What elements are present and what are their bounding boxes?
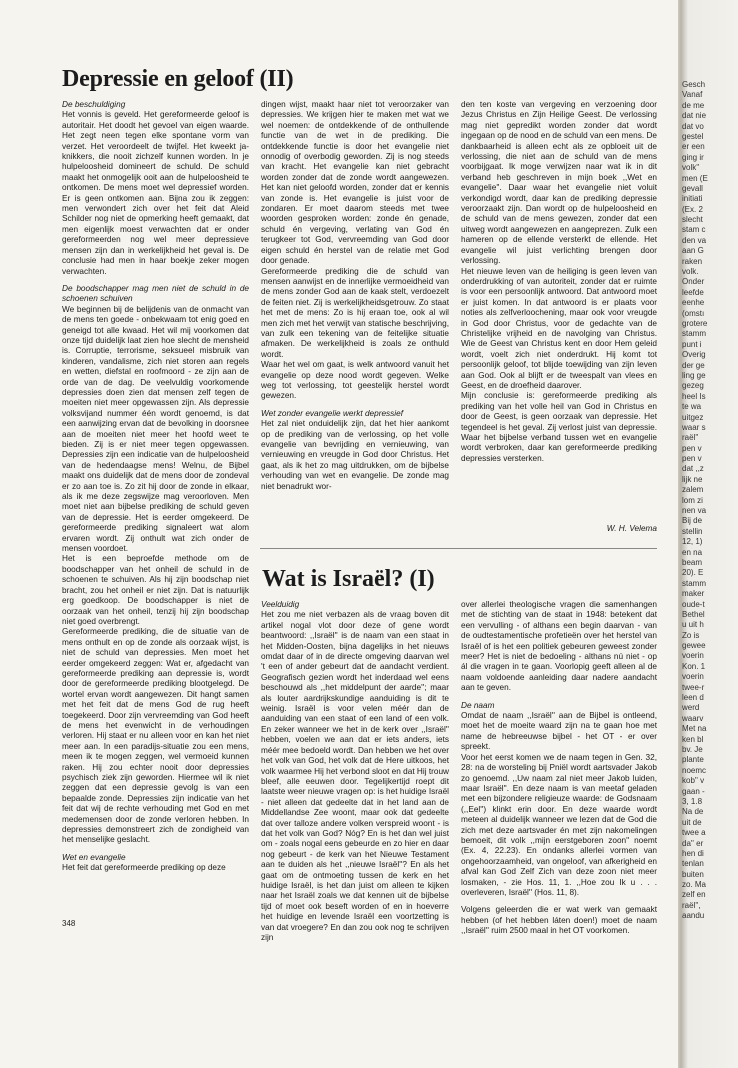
facing-page-line: stamm — [682, 329, 706, 339]
facing-page-line: dat vo — [682, 121, 704, 131]
facing-page-line: Met na — [682, 724, 707, 734]
facing-page-line: Onder — [682, 277, 705, 287]
article-title-israel: Wat is Israël? (I) — [262, 566, 435, 592]
facing-page-line: kob'' v — [682, 776, 705, 786]
facing-page-line: dat nie — [682, 111, 707, 121]
facing-page-line: twee a — [682, 828, 706, 838]
facing-page-line: leefde — [682, 287, 704, 297]
facing-page-line: gevall — [682, 183, 703, 193]
facing-page-line: aan G — [682, 246, 704, 256]
paragraph: Het zal niet onduidelijk zijn, dat het hier aankomt op de prediking van de verlossing, op het volle evangelie van bevrijding en vernieuwing, van vernieuwing en vreugde in God door Christus. Het gaat, als ik het zo mag uitdrukken, om de bijbelse verhouding van wet en evangelie. De zonde mag niet benadrukt wor- — [261, 419, 449, 491]
facing-page-line: stam c — [682, 225, 706, 235]
paragraph: Volgens geleerden die er wat werk van gemaakt hebben (of het hebben láten doen!) moet de naam ,,Israël'' ruim 2500 maal in het OT voorkomen. — [461, 905, 657, 936]
facing-page-line: Gesch — [682, 80, 706, 89]
facing-page-line: Bij de — [682, 516, 703, 526]
author-signature: W. H. Velema — [606, 524, 657, 533]
facing-page-line: 20). E — [682, 568, 704, 578]
facing-page-line: grotere — [682, 318, 708, 328]
facing-page-line: gestel — [682, 131, 704, 141]
facing-page-line: zo. Ma — [682, 880, 707, 890]
paragraph: Het vonnis is geveld. Het gereformeerde geloof is autoritair. Het doodt het gevoel van eigen waarde. Het zegt neen tegen elke spontane vorm van verzet. Het veroordeelt de twijfel. Het kweekt ja-knikkers, die nooit zichzelf kunnen worden. In je hulpeloosheid domineert de schuld. De schuld maakt het onmogelijk ooit aan de hulpeloosheid te ontkomen. De mens moet wel depressief worden. Er is geen ontkomen aan. Bijna zou ik zeggen: men verwondert zich over het feit dat Aleid Schilder nog niet de opmerking heeft gemaakt, dat men eigenlijk moest verwachten dat er onder gereformeerden nog wel meer depressieve mensen zijn dan in werkelijkheid het geval is. De conclusie had men in haar boekje zeker mogen verwachten. — [62, 110, 249, 276]
facing-page-line: heel Is — [682, 391, 706, 401]
facing-page-line: voerin — [682, 672, 704, 682]
facing-page-line: raken — [682, 256, 703, 266]
facing-page-line: bv. Je — [682, 745, 703, 754]
facing-page-line: buiten — [682, 869, 704, 879]
facing-page-line: punt i — [682, 339, 702, 349]
facing-page-line: leen d — [682, 693, 704, 703]
facing-page-line: Vanaf — [682, 90, 703, 100]
facing-page-line: der ge — [682, 360, 705, 370]
page-number: 348 — [62, 919, 76, 928]
facing-page-line: en na — [682, 547, 703, 557]
facing-page-line: lijk ne — [682, 474, 703, 484]
facing-page-line: eenhe — [682, 298, 705, 308]
subheading: De beschuldiging — [62, 100, 126, 109]
facing-page-line: dat ,,z — [682, 464, 704, 474]
facing-page-line: 3, 1.8 — [682, 796, 703, 806]
paragraph-gap — [461, 694, 657, 701]
facing-page-line: zelf en — [682, 890, 706, 900]
facing-page-line: volk. — [682, 267, 699, 277]
article-divider — [260, 548, 657, 549]
facing-page-line: oude-t — [682, 599, 705, 609]
facing-page-line: voerin — [682, 651, 704, 661]
facing-page-line: nen va — [682, 506, 707, 516]
facing-page-line: pen v — [682, 454, 702, 464]
facing-page-line: hen di — [682, 848, 704, 858]
paragraph: Het feit dat gereformeerde prediking op deze — [62, 863, 226, 873]
subheading: Wet zonder evangelie werkt depressief — [261, 408, 404, 418]
facing-page-line: ken bl — [682, 734, 704, 744]
facing-page-line: raël'' — [682, 433, 699, 443]
facing-page-line: werd — [682, 703, 700, 713]
paragraph: Het is een beproefde methode om de boodschapper van het onheil de schuld in de schoenen te schuiven. Als hij zijn boodschap niet bracht, zou het onheil er niet zijn. Dat is natuurlijk erg goedkoop. De boodschapper is niet de oorzaak van het onheil, tenzij hij zijn boodschap niet goed overbrengt. — [62, 554, 249, 626]
facing-page-line: maker — [682, 589, 705, 599]
facing-page-line: plante — [682, 755, 704, 765]
article1-column-3 — [461, 100, 657, 520]
facing-page-line: lom zi — [682, 495, 703, 505]
facing-page-line: volk'' — [682, 163, 700, 173]
facing-page-line: da'' er — [682, 838, 704, 848]
paragraph: Het nieuwe leven van de heiliging is geen leven van onderdrukking of van autoriteit, zonder dat er ruimte is voor een persoonlijk antwoord. Dat antwoord moet er juist komen. In dat antwoord is er plaats voor noties als zelfverloochening, maar ook voor vreugde in God door Christus, voor de gedachte van de Christelijke vrijheid en de navolging van Christus. Wie de Geest van Christus kent en door Hem geleid wordt, voelt zich niet onderdrukt. Hij komt tot persoonlijk geloof, tot blijde toewijding van zijn leven aan God. Ook al blijft er de tweespalt van vlees en Geest, en de droefheid daarover. — [461, 266, 657, 390]
subheading: Veelduidig — [261, 600, 300, 609]
facing-page-line: Kon. 1 — [682, 661, 706, 671]
facing-page-line: tenlan — [682, 859, 704, 869]
paragraph: den ten koste van vergeving en verzoening door Jezus Christus en Zijn Heilige Geest. De verlossing mag niet gepredikt worden zonder dat wordt ingegaan op de nood en de schuld van een mens. De dankbaarheid is alleen echt als ze opbloeit uit de verlossing, die niet aan de schuld van de mens voorbijgaat. Ik moge verwijzen naar wat ik in dit verband heb geschreven in mijn boek ,,Wet en evangelie''. Daar waar het evangelie niet voluit verkondigd wordt, daar kan de prediking depressie veroorzaakt zijn. Dan wordt op de hulpeloosheid en de schuld van de mens gewezen, zonder dat een uitweg wordt aangewezen en aangeprezen. Zulk een hameren op de ellende versterkt de ellende. Het evangelie wil juist verlichting brengen door verlossing. — [461, 100, 657, 266]
facing-page-line: stellin — [682, 526, 703, 536]
facing-page-line: te wa — [682, 402, 702, 412]
paragraph-gap — [62, 277, 249, 284]
paragraph-gap — [461, 898, 657, 905]
facing-page-line: slecht — [682, 215, 703, 225]
facing-page-fragment — [682, 80, 738, 922]
paragraph: Waar het wel om gaat, is welk antwoord vanuit het evangelie op deze nood wordt gegeven. Welke weg tot verlossing, tot geestelijk herstel wordt gewezen. — [261, 360, 449, 401]
facing-page-line: Na de — [682, 807, 704, 817]
subheading: De boodschapper mag men niet de schuld in de schoenen schuiven — [62, 283, 249, 304]
facing-page-line: Zo is — [682, 630, 700, 640]
facing-page-line: waar s — [682, 422, 706, 432]
facing-page-line: er een — [682, 142, 705, 152]
facing-page-line: Bethel — [682, 609, 705, 619]
paragraph: over allerlei theologische vragen die samenhangen met de stichting van de staat in 1948: betekent dat een vervulling - of althans een begin daarvan - van de oudtestamentische profetieën over het herstel van Israël of is het een politiek gebeuren geweest zonder meer? Het is niet de bedoeling - althans nú niet - op ál die vragen in te gaan. Voorlopig geeft alleen al de naam voldoende aanleiding daar nadere aandacht aan te geven. — [461, 600, 657, 693]
facing-page-line: noemc — [682, 765, 707, 775]
facing-page-line: ling ge — [682, 370, 706, 380]
article1-column-2 — [261, 100, 449, 520]
paragraph: Voor het eerst komen we de naam tegen in Gen. 32, 28: na de worsteling bij Pniël wordt aartsvader Jakob zo genoemd. ,,Uw naam zal niet meer Jakob luiden, maar Israël''. En deze naam is van meetaf geladen met een bijzondere religieuze waarde: de Godsnaam (,,Eel'') klinkt erin door. En deze waarde wordt meteen al duidelijk wanneer we lezen dat de God die zich met deze aartsvader én met zijn nakomelingen bemoeit, dit volk ,,mijn eerstgeboren zoon'' noemt (Ex. 4, 22.23). En ondanks allerlei vormen van ongehoorzaamheid, van ongeloof, van afkerigheid en afval kan God Zelf Zich van deze zoon niet meer losmaken, - zie Hos. 11, 1. ,,Hoe zou Ik u . . . overleveren, Israël'' (Hos. 11, 8). — [461, 752, 657, 897]
paragraph: Gereformeerde prediking, die de situatie van de mens onthult en op de zonde als oorzaak wijst, is niet de schuld van depressies. Men moet het eerder omgekeerd zeggen: Wat er, afgedacht van gereformeerde prediking aan depressie is, wordt door de gereformeerde prediking blootgelegd. De wortel ervan wordt aangewezen. Dit hangt samen met het feit dat de mens God de rug heeft toegekeerd. Door zijn vervreemding van God heeft de mens het evenwicht in de verhoudingen verloren. Hij staat er nu alleen voor en kan het niet meer aan. In een paradijs-situatie zou een mens, meen ik te mogen zeggen, wel vermoeid kunnen raken. Hij zou echter nooit door depressies psychisch ziek zijn geworden. Hiermee wil ik niet zeggen dat een depressie gevolg is van een bepaalde zonde. Depressies zijn indicatie van het feit dat wij de rechte verhouding met God en met medemensen door de zonde verloren hebben. In depressies demonstreert zich de zondigheid van het menselijke geslacht. — [62, 627, 249, 845]
article1-column-1 — [62, 100, 249, 915]
facing-page-line: Overig — [682, 350, 706, 360]
facing-page-line: gezeg — [682, 381, 704, 391]
facing-page-line: uitgez — [682, 412, 704, 422]
paragraph: We beginnen bij de belijdenis van de onmacht van de mens ten goede - onbekwaam tot enig goed en geneigd tot alle kwaad. Het wil mij voorkomen dat onze tijd duidelijk laat zien hoe slecht de mensheid is. Corruptie, terrorisme, seksueel misbruik van kinderen, vandalisme, zich niet storen aan regels en wetten, diefstal en roofmoord - ze zijn aan de orde van de dag. De veelvuldig voorkomende depressies doen zien dat mensen zelf tegen de moeiten niet meer opgewassen zijn. Als depressie volksvijand nummer één wordt genoemd, is dat een aanwijzing ervan dat de bevolking in doorsnee aan de moeiten niet meer het hoofd weet te bieden. Zij is er niet meer tegen opgewassen. Depressies zijn een indicatie van de hulpeloosheid van de hedendaagse mens! Welnu, de Bijbel maakt ons duidelijk dat de mens door de zondeval er zo aan toe is. Zo zit hij door de zonde in elkaar, als ik me deze zegswijze mag veroorloven. Men moet niet aan bijbelse prediking de schuld geven van de depressie. Het is eerder omgekeerd. De gereformeerde prediking signaleert wat alom ervaren wordt. Zij onthult wat zich onder de mensen voordoet. — [62, 304, 249, 554]
facing-page-line: zalem — [682, 485, 704, 495]
article2-column-1 — [261, 600, 450, 942]
facing-page-line: 12, 1) — [682, 537, 703, 547]
facing-page-line: ging ir — [682, 152, 704, 162]
facing-page-line: twee-r — [682, 682, 705, 692]
facing-page-line: gaan - — [682, 786, 705, 796]
article2-column-2 — [461, 600, 657, 936]
paragraph: Mijn conclusie is: gereformeerde prediking als prediking van het volle heil van God in Christus en door de Geest, is geen oorzaak van depressie. Het tegendeel is het geval. Zij verlost juist van depressie. Waar het bijbelse verband tussen wet en evangelie wordt verbroken, daar kan gereformeerde prediking depressies versterken. — [461, 391, 657, 463]
article-title-depressie: Depressie en geloof (II) — [62, 66, 294, 92]
facing-page-line: u uit h — [682, 620, 704, 630]
paragraph: Omdat de naam ,,Israël'' aan de Bijbel is ontleend, moet het de moeite waard zijn na te gaan hoe met name de hebreeuwse bijbel - het OT - er over spreekt. — [461, 711, 657, 752]
facing-page-line: (Ex. 2 — [682, 204, 703, 214]
facing-page-line: uit de — [682, 817, 702, 827]
facing-page-line: waarv — [682, 713, 704, 723]
facing-page-line: den va — [682, 235, 707, 245]
facing-page-line: aandu — [682, 911, 705, 921]
facing-page-line: de me — [682, 100, 705, 110]
subheading: Wet en evangelie — [62, 852, 126, 862]
facing-page-line: men (E — [682, 173, 708, 183]
facing-page-line: pen v — [682, 443, 702, 453]
facing-page-line: stamm — [682, 578, 706, 588]
facing-page-line: gewee — [682, 641, 706, 651]
facing-page-line: beam — [682, 557, 703, 567]
paragraph: Gereformeerde prediking die de schuld van mensen aanwijst en de innerlijke vermoeidheid van de mens zonder God aan de kaak stelt, verdoezelt de feiten niet. Zij is werkelijkheidsgetrouw. Zo staat het met de mens: Zo is hij eraan toe, ook al wil men zich met het verwijt van statische beschrijving, van zulk een tekening van de feitelijke situatie afmaken. De werkelijkheid is zoals ze onthuld wordt. — [261, 266, 449, 359]
paragraph-gap — [62, 846, 249, 853]
paragraph: Het zou me niet verbazen als de vraag boven dit artikel nogal vlot door deze of gene wordt beantwoord: ,,Israël'' is de naam van een staat in het Midden-Oosten, bijna dagelijks in het nieuws omdat daar of in de directe omgeving daarvan wel 't een of ander gebeurt dat de aandacht verdient. Geografisch gezien wordt het inderdaad wel eens beschouwd als ,,het middelpunt der aarde''; maar als louter aardrijkskundige aanduiding is dit te weinig. Israël is voor velen méér dan de aanduiding van een staat of een land of een volk. En zeker wanneer we het in de kerk over ,,Israël'' hebben, voelen we aan dat er iets anders, iets méér mee bedoeld wordt. Dan hebben we het over het volk van God, het volk dat de Here uitkoos, het volk waarmee Hij het verbond sloot en dat Hij trouw bleef, alle eeuwen door. Tegelijkertijd roept dit laatste weer nieuwe vragen op: is het huidige Israël - niet alleen dat gedeelte dat in het land aan de Middellandse Zee woont, maar ook dat gedeelte dat over talloze andere volken verspreid woont - is dat het volk van God? Nóg? En is het dan wel juist om - zoals nogal eens gebeurde en zo hier en daar nog gebeurt - de kerk van het Nieuwe Testament aan te duiden als het ,,nieuwe Israël''? En als het gaat om de ontmoeting tussen de kerk en het huidige Israël, is het dan juist om alleen te kijken naar het Israël zoals we dat kennen uit de bijbelse tijd of moet ook beseft worden of en in hoeverre het huidige en levende Israël een voortzetting is van dat vroegere? En dan zou ook nog te schrijven zijn — [261, 610, 450, 942]
facing-page-line: initiati — [682, 194, 703, 204]
paragraph: dingen wijst, maakt haar niet tot veroorzaker van depressies. We krijgen hier te maken met wat we wel noemen: de ontdekkende of de onthullende functie van de wet in de prediking. Die ontdekkende functie is door het evangelie niet onnodig of overbodig geworden. Zij is nog steeds van kracht. Het evangelie kan niet gebracht worden zonder dat de zonde wordt aangewezen. Het kan niet geloofd worden, zonder dat er kennis van zonde is. Het evangelie is juist voor de zondaren. Er moet daarom steeds met twee woorden gesproken worden: zonde én genade, schuld én vergeving, verlating van God én terugkeer tot God, vervreemding van God door eigen schuld én herstel van de relatie met God door genade. — [261, 100, 449, 266]
subheading: De naam — [461, 700, 495, 710]
paragraph-gap — [261, 402, 449, 409]
facing-page-line: raël'', — [682, 900, 701, 910]
facing-page-line: (omstı — [682, 308, 705, 318]
